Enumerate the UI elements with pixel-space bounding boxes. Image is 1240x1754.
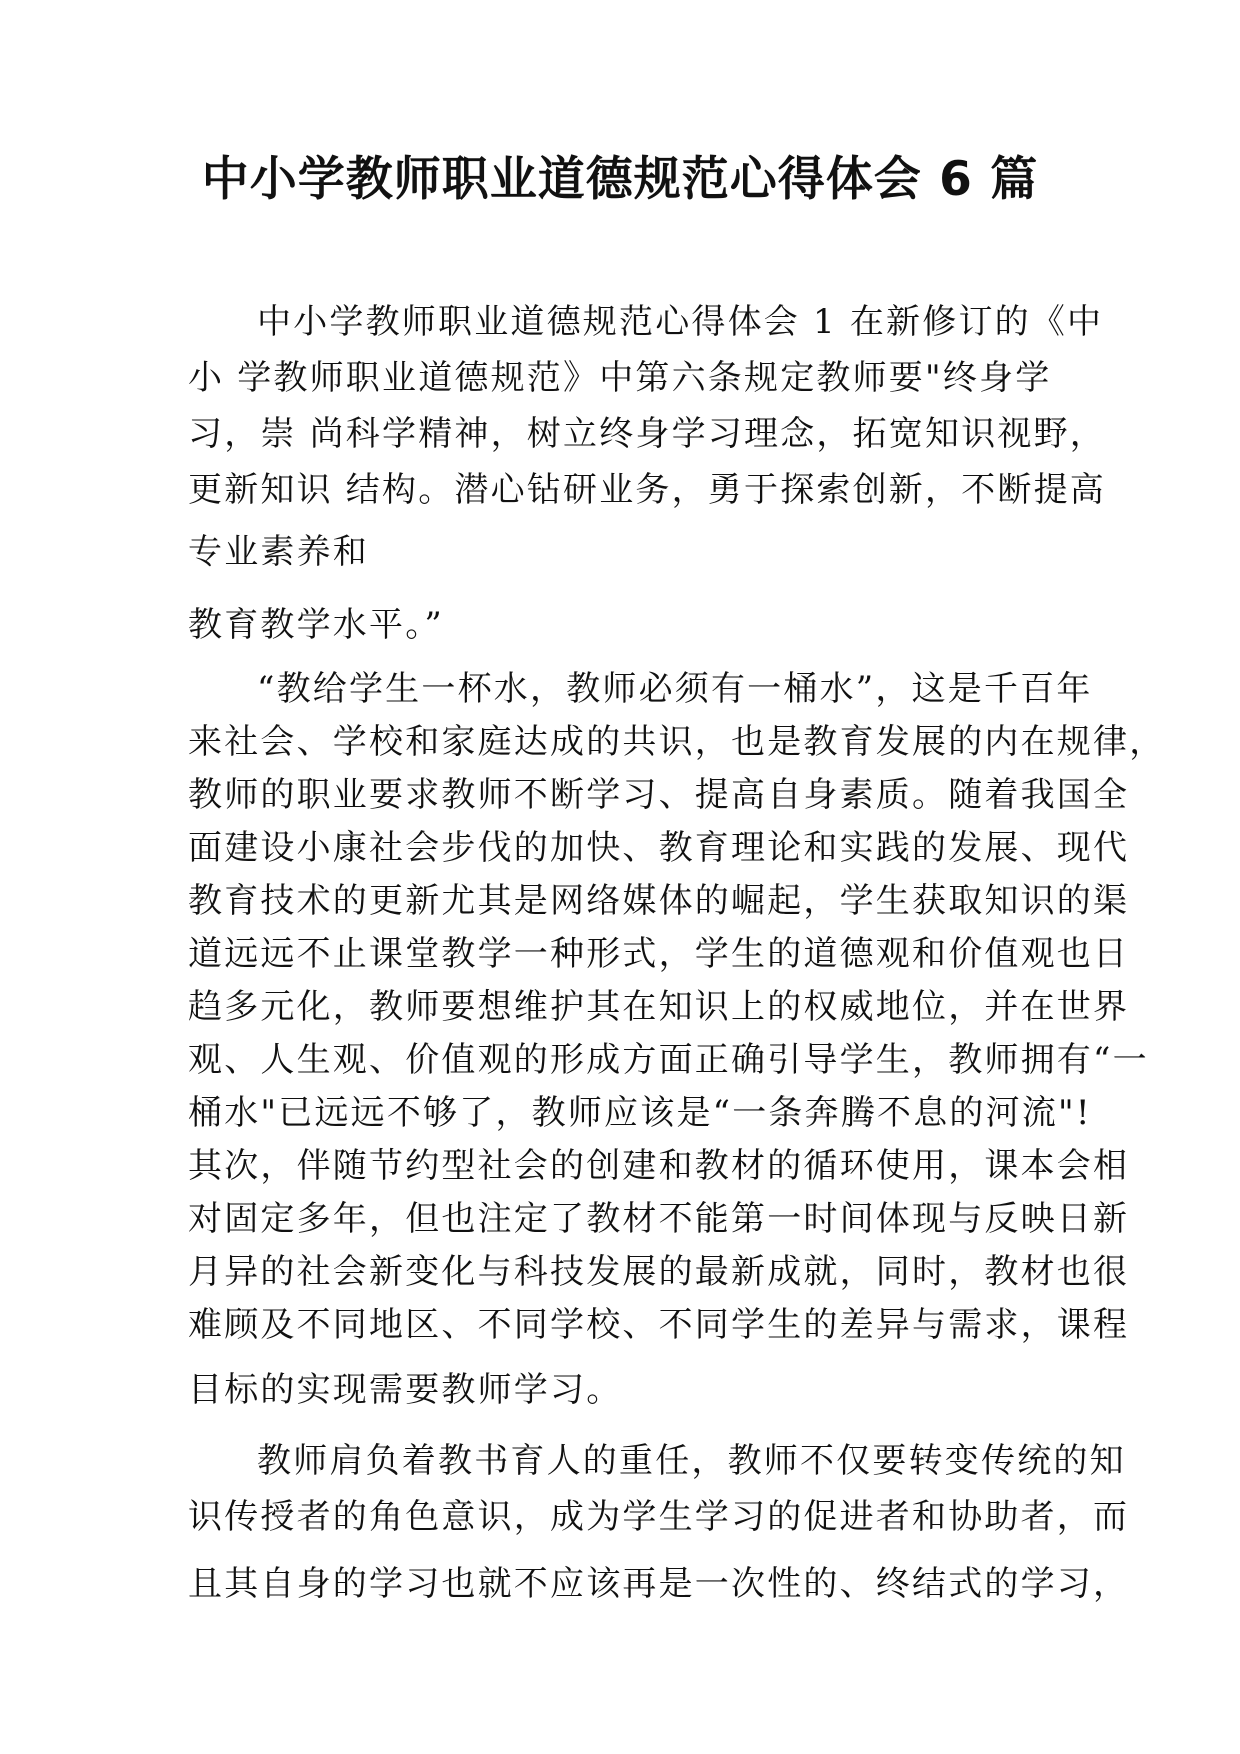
paragraph-line: 月异的社会新变化与科技发展的最新成就，同时，教材也很	[188, 1252, 1130, 1292]
paragraph-line: 教育技术的更新尤其是网络媒体的崛起，学生获取知识的渠	[188, 881, 1130, 921]
paragraph-line: 更新知识 结构。潜心钻研业务，勇于探索创新，不断提高	[188, 470, 1107, 510]
paragraph-line: 教师肩负着教书育人的重任，教师不仅要转变传统的知	[257, 1441, 1126, 1481]
paragraph-line: 桶水"已远远不够了，教师应该是“一条奔腾不息的河流"!	[188, 1093, 1092, 1133]
paragraph-line: 面建设小康社会步伐的加快、教育理论和实践的发展、现代	[188, 828, 1130, 868]
paragraph-line: 教师的职业要求教师不断学习、提高自身素质。随着我国全	[188, 775, 1130, 815]
paragraph-line: 教育教学水平。”	[188, 605, 444, 645]
paragraph-line: 难顾及不同地区、不同学校、不同学生的差异与需求，课程	[188, 1305, 1130, 1345]
paragraph-line: 专业素养和	[188, 532, 369, 572]
paragraph-line: 识传授者的角色意识，成为学生学习的促进者和协助者，而	[188, 1497, 1130, 1537]
paragraph-line: 观、人生观、价值观的形成方面正确引导学生，教师拥有“一	[188, 1040, 1149, 1080]
paragraph-line: 来社会、学校和家庭达成的共识，也是教育发展的内在规律，	[188, 722, 1166, 762]
paragraph-line: 趋多元化，教师要想维护其在知识上的权威地位，并在世界	[188, 987, 1130, 1027]
paragraph-line: “教给学生一杯水，教师必须有一桶水”，这是千百年	[257, 669, 1093, 709]
paragraph-line: 习，崇 尚科学精神，树立终身学习理念，拓宽知识视野，	[188, 414, 1107, 454]
paragraph-line: 目标的实现需要教师学习。	[188, 1370, 623, 1410]
paragraph-line: 对固定多年，但也注定了教材不能第一时间体现与反映日新	[188, 1199, 1130, 1239]
paragraph-line: 中小学教师职业道德规范心得体会 1 在新修订的《中	[257, 302, 1104, 342]
paragraph-line: 道远远不止课堂教学一种形式，学生的道德观和价值观也日	[188, 934, 1130, 974]
document-title: 中小学教师职业道德规范心得体会 6 篇	[201, 152, 1039, 207]
paragraph-line: 且其自身的学习也就不应该再是一次性的、终结式的学习，	[188, 1564, 1130, 1604]
paragraph-line: 其次，伴随节约型社会的创建和教材的循环使用，课本会相	[188, 1146, 1130, 1186]
paragraph-line: 小 学教师职业道德规范》中第六条规定教师要"终身学	[188, 358, 1052, 398]
